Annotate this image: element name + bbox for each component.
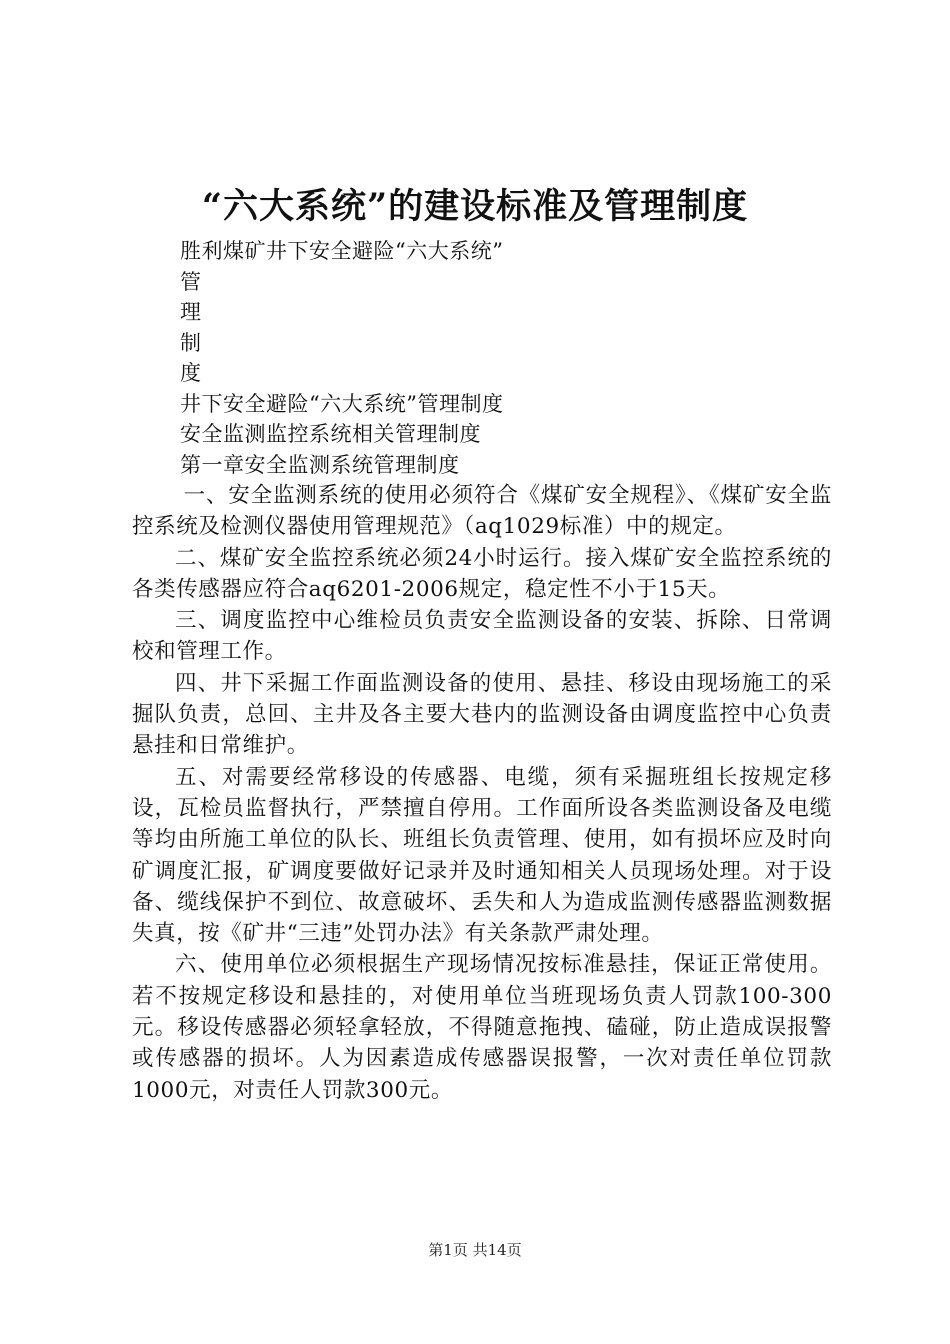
paragraph: 三、调度监控中心维检员负责安全监测设备的安装、拆除、日常调校和管理工作。 bbox=[132, 608, 832, 665]
header-lines bbox=[180, 236, 880, 480]
paragraph: 一、安全监测系统的使用必须符合《煤矿安全规程》、《煤矿安全监控系统及检测仪器使用管理规范》（aq1029标准）中的规定。 bbox=[132, 483, 832, 540]
header-line: 井下安全避险“六大系统”管理制度 bbox=[180, 391, 504, 416]
page-footer: 第1页 共14页 bbox=[428, 1241, 522, 1259]
header-line: 制 bbox=[180, 330, 202, 355]
header-line: 管 bbox=[180, 269, 202, 294]
paragraph: 四、井下采掘工作面监测设备的使用、悬挂、移设由现场施工的采掘队负责，总回、主井及各主要大巷内的监测设备由调度监控中心负责悬挂和日常维护。 bbox=[132, 670, 832, 759]
paragraph: 二、煤矿安全监控系统必须24小时运行。接入煤矿安全监控系统的各类传感器应符合aq6201-2006规定，稳定性不小于15天。 bbox=[132, 545, 832, 602]
header-line: 理 bbox=[180, 300, 202, 324]
paragraph: 六、使用单位必须根据生产现场情况按标准悬挂，保证正常使用。若不按规定移设和悬挂的，对使用单位当班现场负责人罚款100-300元。移设传感器必须轻拿轻放，不得随意拖拽、磕碰，防止造成误报警或传感器的损坏。人为因素造成传感器误报警，一次对责任单位罚款1000元，对责任人罚款300元。 bbox=[132, 952, 832, 1103]
paragraph: 五、对需要经常移设的传感器、电缆，须有采掘班组长按规定移设，瓦检员监督执行，严禁擅自停用。工作面所设各类监测设备及电缆等均由所施工单位的队长、班组长负责管理、使用，如有损坏应及时向矿调度汇报，矿调度要做好记录并及时通知相关人员现场处理。对于设备、缆线保护不到位、故意破坏、丢失和人为造成监测传感器监测数据失真，按《矿井“三违”处罚办法》有关条款严肃处理。 bbox=[132, 764, 832, 947]
header-line: 胜利煤矿井下安全避险“六大系统” bbox=[180, 239, 504, 263]
header-line: 度 bbox=[180, 361, 202, 385]
header-line: 安全监测监控系统相关管理制度 bbox=[180, 422, 481, 446]
document-title: “六大系统”的建设标准及管理制度 bbox=[201, 186, 749, 227]
chapter-heading: 第一章安全监测系统管理制度 bbox=[180, 452, 460, 477]
body-text bbox=[132, 480, 832, 1106]
